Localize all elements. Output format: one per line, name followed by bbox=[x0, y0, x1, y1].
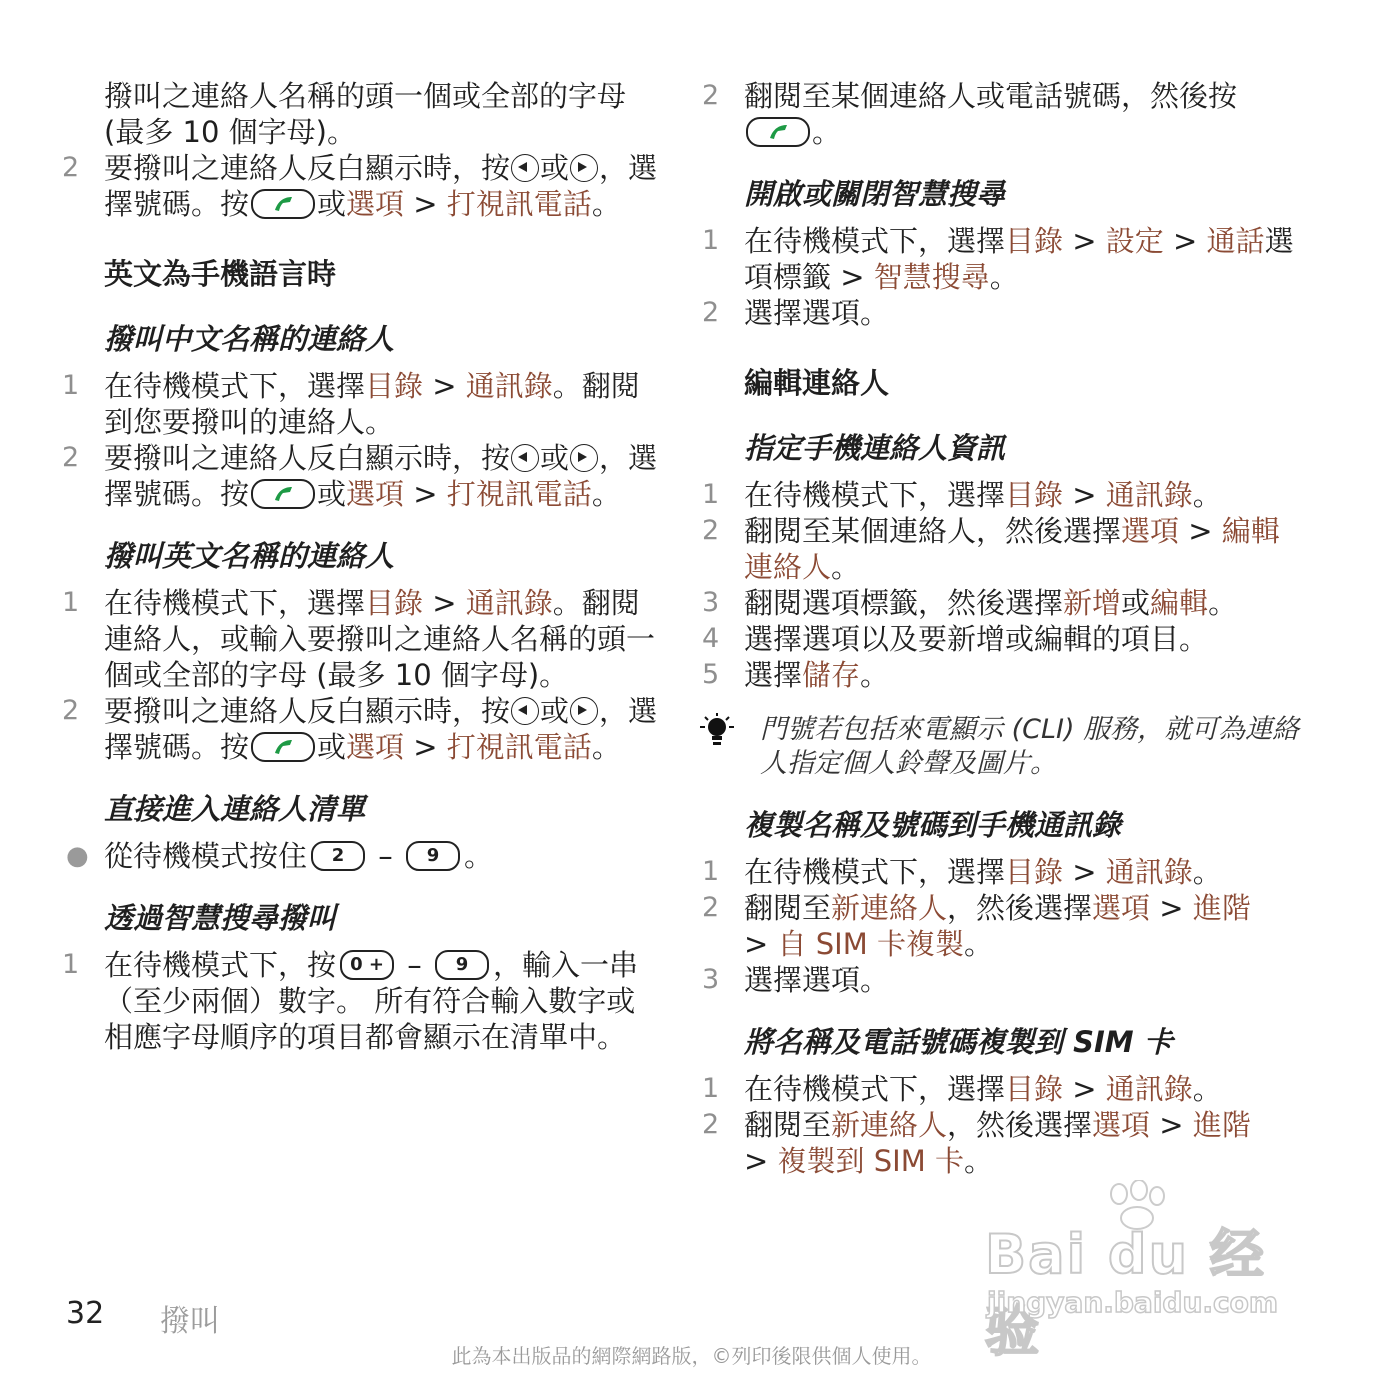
section-heading: 英文為手機語言時 bbox=[104, 257, 337, 291]
step-item: 2 要撥叫之連絡人反白顯示時，按 或 ，選擇號碼。按 或選項 > 打視訊電話。 bbox=[62, 151, 658, 221]
step-number: 1 bbox=[62, 587, 80, 618]
lightbulb-icon bbox=[692, 713, 742, 762]
step-item: 5 選擇儲存。 bbox=[702, 658, 890, 692]
step-item: 2 翻閱至某個連絡人或電話號碼，然後按 。 bbox=[702, 79, 1238, 149]
menu-link[interactable]: 新連絡人 bbox=[831, 1108, 948, 1142]
call-key-icon bbox=[251, 732, 315, 762]
step-number: 1 bbox=[62, 949, 80, 980]
step-number: 1 bbox=[702, 225, 720, 256]
menu-link[interactable]: 複製到 SIM 卡 bbox=[777, 1144, 964, 1178]
step-item: 4 選擇選項以及要新增或編輯的項目。 bbox=[702, 622, 1209, 656]
menu-link[interactable]: 新連絡人 bbox=[831, 891, 948, 925]
step-number: 1 bbox=[702, 1073, 720, 1104]
nav-right-icon bbox=[570, 697, 598, 725]
footer-note: 此為本出版品的網際網路版，©列印後限供個人使用。 bbox=[451, 1344, 932, 1368]
step-item: 2 要撥叫之連絡人反白顯示時，按 或 ，選擇號碼。按 或選項 > 打視訊電話。 bbox=[62, 694, 658, 764]
step-number: 2 bbox=[62, 695, 80, 726]
step-number: 1 bbox=[702, 856, 720, 887]
menu-link[interactable]: 目錄 bbox=[365, 586, 424, 620]
step-item: 1 在待機模式下，按 0 + – 9 ，輸入一串（至少兩個）數字。 所有符合輸入數字或相應字母順序的項目都會顯示在清單中。 bbox=[62, 948, 638, 1054]
step-number: 4 bbox=[702, 623, 720, 654]
menu-link[interactable]: 設定 bbox=[1105, 224, 1164, 258]
step-number: 2 bbox=[702, 297, 720, 328]
step-number: 2 bbox=[702, 892, 720, 923]
step-number: 5 bbox=[702, 659, 720, 690]
call-key-icon bbox=[251, 479, 315, 509]
step-item: 1 在待機模式下，選擇目錄 > 通訊錄。翻閱連絡人，或輸入要撥叫之連絡人名稱的頭一個或全部的字母 (最多 10 個字母)。 bbox=[62, 586, 656, 692]
menu-link[interactable]: 選項 bbox=[1121, 514, 1180, 548]
step-number: 3 bbox=[702, 587, 720, 618]
menu-link[interactable]: 選項 bbox=[346, 730, 405, 764]
bullet-item: ● 從待機模式按住 2 – 9 。 bbox=[66, 839, 493, 873]
menu-link[interactable]: 進階 bbox=[1192, 1108, 1251, 1142]
menu-link[interactable]: 目錄 bbox=[1005, 478, 1064, 512]
menu-link[interactable]: 目錄 bbox=[1005, 224, 1064, 258]
continuation-text: 撥叫之連絡人名稱的頭一個或全部的字母 (最多 10 個字母)。 bbox=[104, 79, 627, 149]
key-0-icon: 0 + bbox=[340, 950, 394, 980]
step-number: 2 bbox=[62, 152, 80, 183]
call-key-icon bbox=[251, 189, 315, 219]
step-item: 1 在待機模式下，選擇目錄 > 通訊錄。 bbox=[702, 855, 1222, 889]
step-number: 2 bbox=[702, 1109, 720, 1140]
nav-right-icon bbox=[570, 444, 598, 472]
step-number: 1 bbox=[702, 479, 720, 510]
step-item: 3 翻閱選項標籤，然後選擇新增或編輯。 bbox=[702, 586, 1238, 620]
step-item: 1 在待機模式下，選擇目錄 > 設定 > 通話選項標籤 > 智慧搜尋。 bbox=[702, 224, 1294, 294]
nav-left-icon bbox=[511, 697, 539, 725]
section-heading: 編輯連絡人 bbox=[744, 366, 890, 400]
menu-link[interactable]: 選項 bbox=[346, 477, 405, 511]
step-item: 2 要撥叫之連絡人反白顯示時，按 或 ，選擇號碼。按 或選項 > 打視訊電話。 bbox=[62, 441, 658, 511]
subsection-heading: 撥叫中文名稱的連絡人 bbox=[104, 322, 395, 356]
step-number: 2 bbox=[702, 515, 720, 546]
watermark-logo: Bai du 经验 bbox=[985, 1223, 1266, 1363]
step-item: 3 選擇選項。 bbox=[702, 963, 890, 997]
section-name: 撥叫 bbox=[160, 1304, 220, 1339]
nav-left-icon bbox=[511, 444, 539, 472]
step-item: 2 翻閱至新連絡人，然後選擇選項 > 進階 > 自 SIM 卡複製。 bbox=[702, 891, 1251, 961]
call-key-icon bbox=[746, 117, 810, 147]
menu-link[interactable]: 通訊錄 bbox=[465, 369, 553, 403]
menu-link[interactable]: 編輯 bbox=[1150, 586, 1209, 620]
step-number: 3 bbox=[702, 964, 720, 995]
bullet-icon: ● bbox=[66, 841, 89, 871]
subsection-heading: 直接進入連絡人清單 bbox=[104, 792, 366, 826]
step-number: 1 bbox=[62, 370, 80, 401]
menu-link[interactable]: 選項 bbox=[1092, 1108, 1151, 1142]
page-number: 32 bbox=[66, 1296, 105, 1331]
step-item: 1 在待機模式下，選擇目錄 > 通訊錄。 bbox=[702, 478, 1222, 512]
menu-link[interactable]: 選項 bbox=[1092, 891, 1151, 925]
menu-link[interactable]: 打視訊電話 bbox=[446, 730, 592, 764]
right-column bbox=[702, 78, 1302, 1179]
step-number: 2 bbox=[702, 80, 720, 111]
menu-link[interactable]: 打視訊電話 bbox=[446, 187, 592, 221]
tip-note: 門號若包括來電顯示 (CLI) 服務，就可為連絡人指定個人鈴聲及圖片。 bbox=[702, 713, 1302, 781]
step-item: 1 在待機模式下，選擇目錄 > 通訊錄。 bbox=[702, 1072, 1222, 1106]
menu-link[interactable]: 進階 bbox=[1192, 891, 1251, 925]
subsection-heading: 指定手機連絡人資訊 bbox=[744, 431, 1006, 465]
menu-link[interactable]: 編輯連絡人 bbox=[744, 514, 1280, 584]
key-9-icon: 9 bbox=[435, 950, 489, 980]
menu-link[interactable]: 自 SIM 卡複製 bbox=[777, 927, 964, 961]
menu-link[interactable]: 通話 bbox=[1206, 224, 1265, 258]
menu-link[interactable]: 智慧搜尋 bbox=[873, 260, 990, 294]
subsection-heading: 透過智慧搜尋撥叫 bbox=[104, 901, 337, 935]
menu-link[interactable]: 目錄 bbox=[1005, 1072, 1064, 1106]
nav-left-icon bbox=[511, 154, 539, 182]
menu-link[interactable]: 新增 bbox=[1063, 586, 1122, 620]
menu-link[interactable]: 打視訊電話 bbox=[446, 477, 592, 511]
step-item: 1 在待機模式下，選擇目錄 > 通訊錄。翻閱到您要撥叫的連絡人。 bbox=[62, 369, 640, 439]
menu-link[interactable]: 通訊錄 bbox=[1105, 478, 1193, 512]
watermark-url: jingyan.baidu.com bbox=[987, 1286, 1279, 1319]
left-column bbox=[62, 78, 662, 1055]
key-9-icon: 9 bbox=[406, 841, 460, 871]
subsection-heading: 開啟或關閉智慧搜尋 bbox=[744, 177, 1006, 211]
menu-link[interactable]: 通訊錄 bbox=[465, 586, 553, 620]
menu-link[interactable]: 通訊錄 bbox=[1105, 1072, 1193, 1106]
subsection-heading: 將名稱及電話號碼複製到 SIM 卡 bbox=[744, 1025, 1173, 1059]
key-2-icon: 2 bbox=[311, 841, 365, 871]
menu-link[interactable]: 目錄 bbox=[365, 369, 424, 403]
step-item: 2 翻閱至新連絡人，然後選擇選項 > 進階 > 複製到 SIM 卡。 bbox=[702, 1108, 1251, 1178]
step-item: 2 選擇選項。 bbox=[702, 296, 890, 330]
menu-link[interactable]: 目錄 bbox=[1005, 855, 1064, 889]
nav-right-icon bbox=[570, 154, 598, 182]
step-number: 2 bbox=[62, 442, 80, 473]
subsection-heading: 撥叫英文名稱的連絡人 bbox=[104, 539, 395, 573]
menu-link[interactable]: 選項 bbox=[346, 187, 405, 221]
step-item: 2 翻閱至某個連絡人，然後選擇選項 > 編輯連絡人。 bbox=[702, 514, 1280, 584]
subsection-heading: 複製名稱及號碼到手機通訊錄 bbox=[744, 808, 1122, 842]
menu-link[interactable]: 儲存 bbox=[802, 658, 861, 692]
menu-link[interactable]: 通訊錄 bbox=[1105, 855, 1193, 889]
baidu-watermark bbox=[985, 1180, 1305, 1363]
